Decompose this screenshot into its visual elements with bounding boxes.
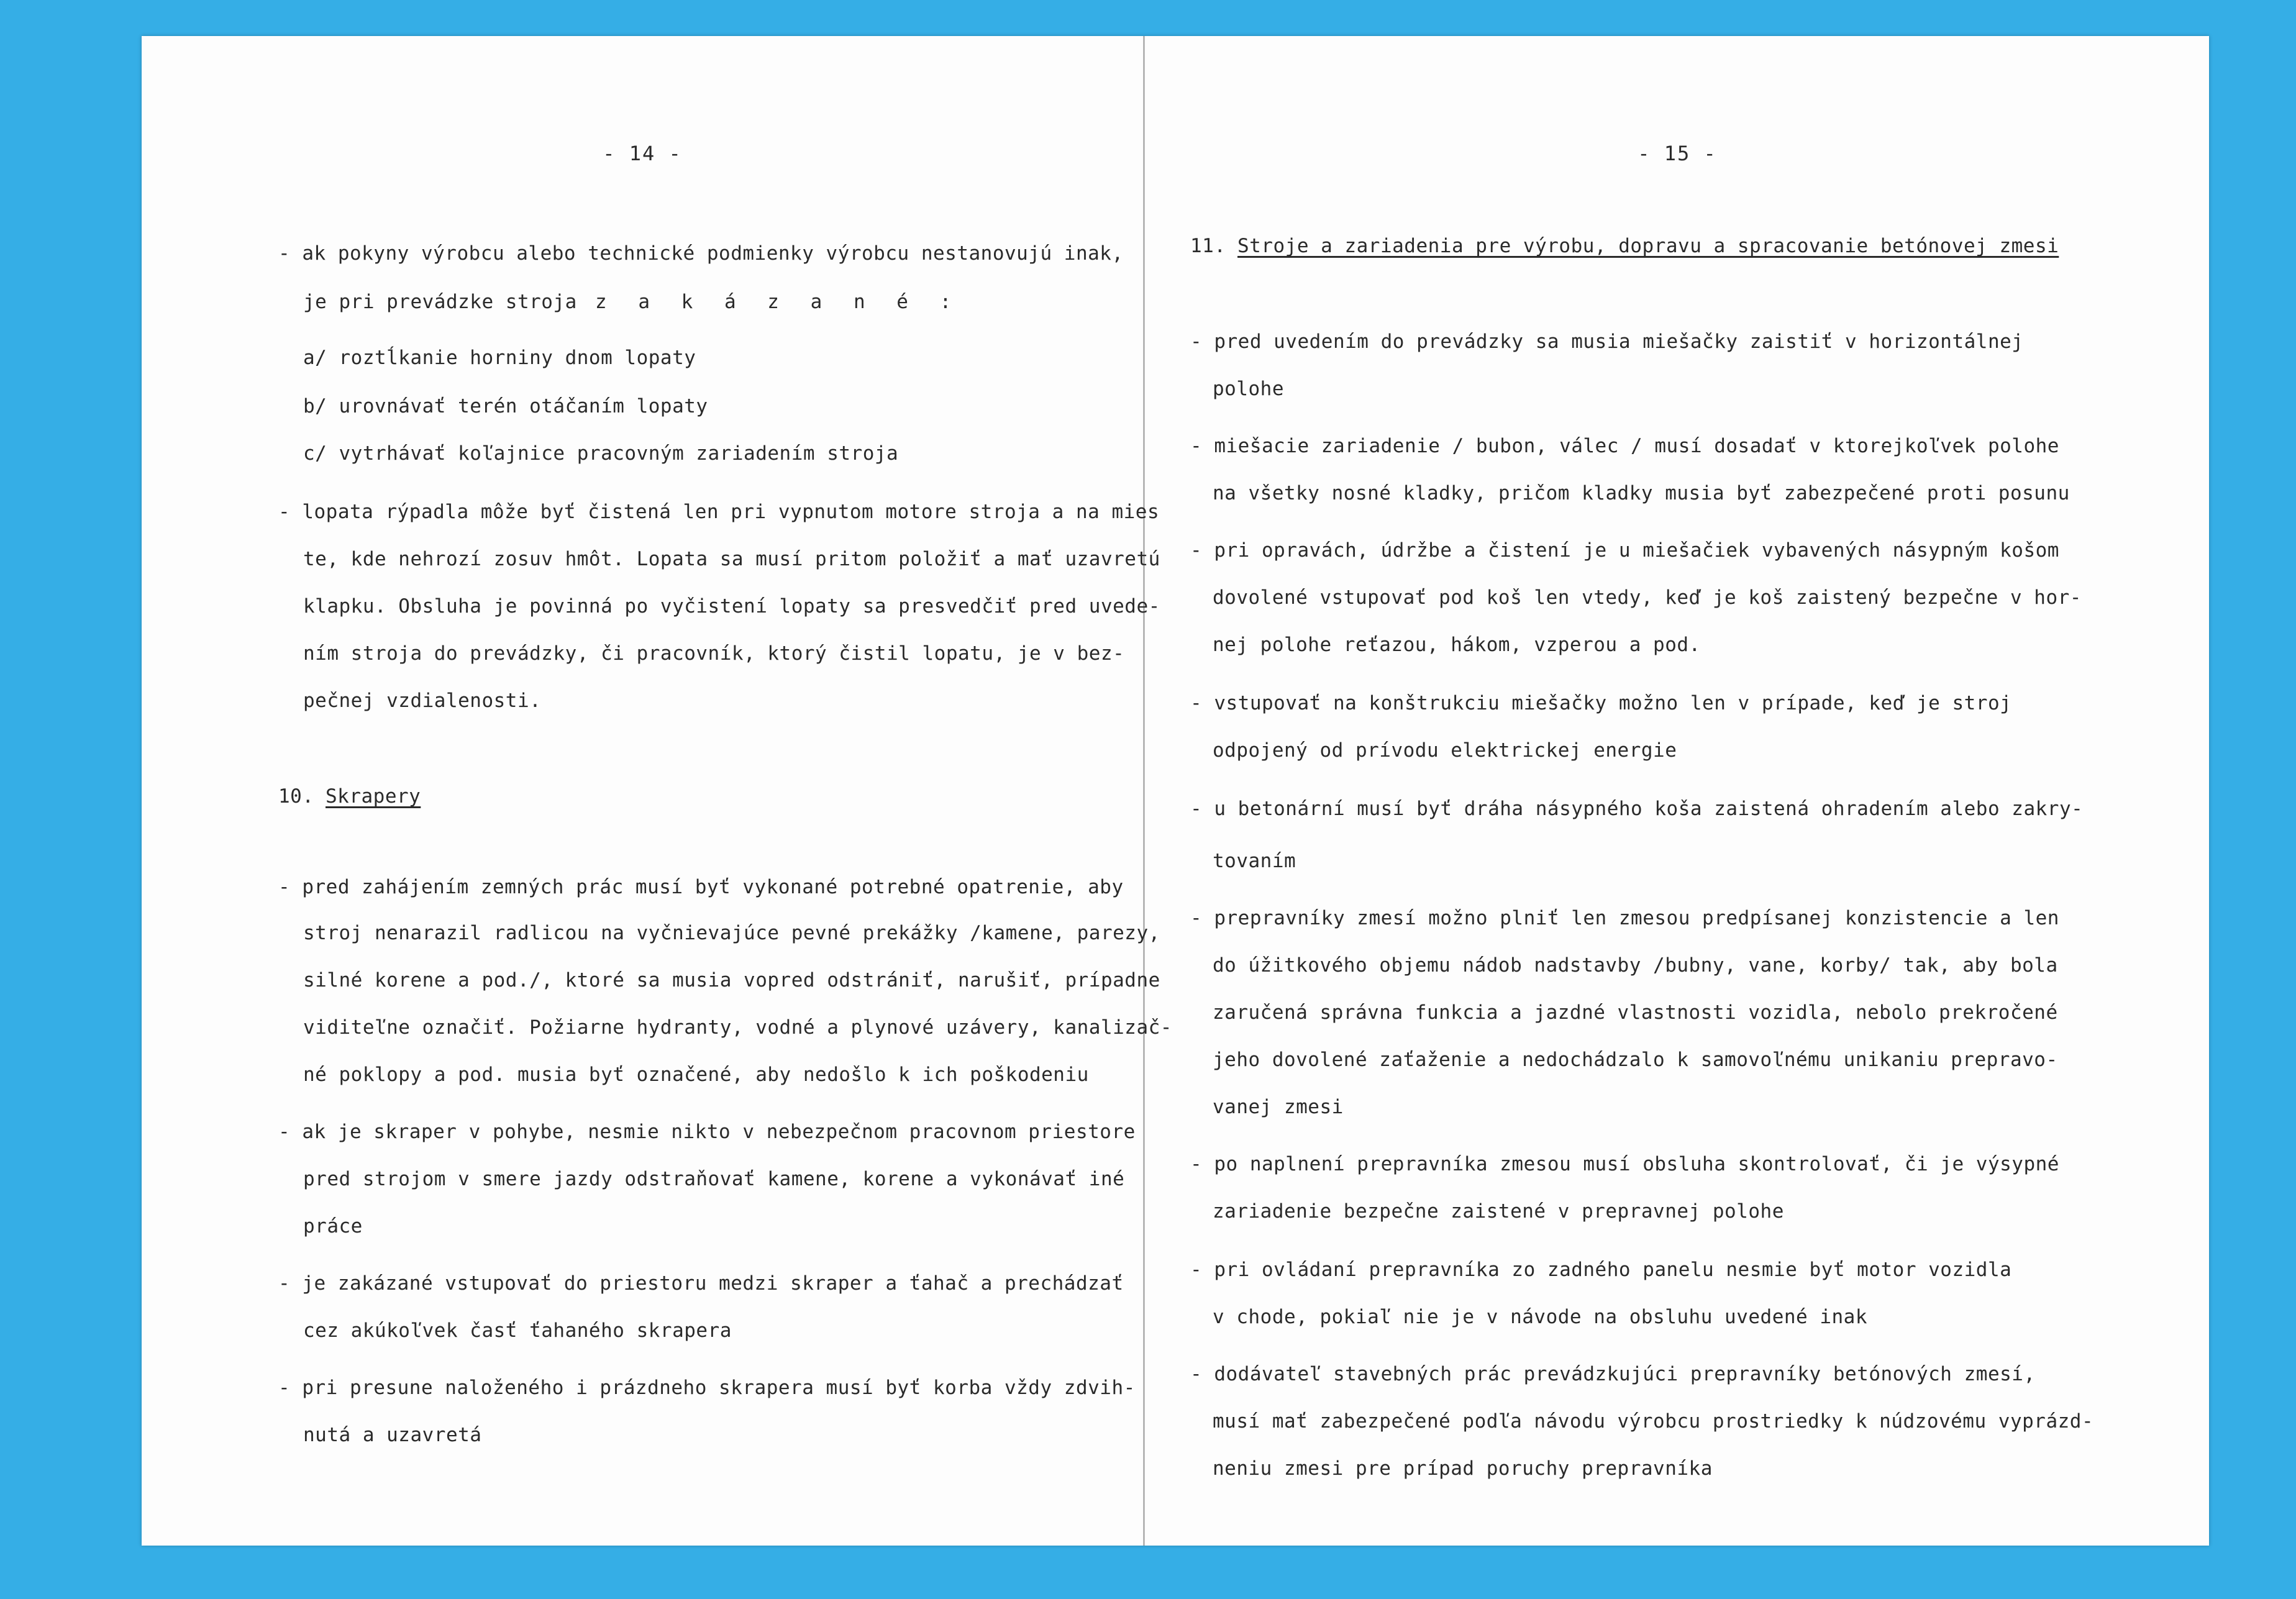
text-line: - po naplnení prepravníka zmesou musí obsluha skontrolovať, či je výsypné [1190,1153,2059,1175]
section-heading: Stroje a zariadenia pre výrobu, dopravu a spracovanie betónovej zmesi [1237,235,2059,257]
text-line: na všetky nosné kladky, pričom kladky musia byť zabezpečené proti posunu [1213,482,2070,504]
text-line: - pri presune naloženého i prázdneho skrapera musí byť korba vždy zdvih- [278,1377,1136,1399]
text-line: silné korene a pod./, ktoré sa musia vopred odstrániť, narušiť, prípadne [303,969,1160,991]
text-line: - vstupovať na konštrukciu miešačky možno len v prípade, keď je stroj [1190,692,2012,714]
text-line: práce [303,1215,363,1237]
text-line: odpojený od prívodu elektrickej energie [1213,739,1677,762]
text-line: pečnej vzdialenosti. [303,690,542,712]
text-line: ním stroja do prevádzky, či pracovník, ktorý čistil lopatu, je v bez- [303,642,1125,665]
text-line-spaced: z a k á z a n é : [595,291,962,313]
section-heading: Skrapery [326,785,421,808]
text-line: né poklopy a pod. musia byť označené, aby nedošlo k ich poškodeniu [303,1064,1089,1086]
text-line: - u betonární musí byť dráha násypného koša zaistená ohradením alebo zakry- [1190,798,2084,820]
section-number: 10. [278,785,314,808]
text-line: - pred zahájením zemných prác musí byť vykonané potrebné opatrenie, aby [278,876,1124,898]
section-number: 11. [1190,235,1226,257]
text-line: cez akúkoľvek časť ťahaného skrapera [303,1319,732,1342]
text-line: - miešacie zariadenie / bubon, válec / musí dosadať v ktorejkoľvek polohe [1190,435,2059,457]
text-line: do úžitkového objemu nádob nadstavby /bubny, vane, korby/ tak, aby bola [1213,954,2058,977]
text-line: b/ urovnávať terén otáčaním lopaty [303,395,708,417]
text-line: jeho dovolené zaťaženie a nedochádzalo k samovoľnému unikaniu prepravo- [1213,1049,2058,1071]
page-14 [142,36,1172,1546]
text-line: te, kde nehrozí zosuv hmôt. Lopata sa musí pritom položiť a mať uzavretú [303,548,1160,570]
text-line: - ak je skraper v pohybe, nesmie nikto v nebezpečnom pracovnom priestore [278,1121,1136,1143]
text-line: nej polohe reťazou, hákom, vzperou a pod. [1213,634,1701,656]
text-line: pred strojom v smere jazdy odstraňovať kamene, korene a vykonávať iné [303,1168,1125,1190]
text-line: neniu zmesi pre prípad poruchy prepravníka [1213,1457,1713,1480]
text-line: zariadenie bezpečne zaistené v prepravnej polohe [1213,1200,1784,1223]
text-line: nutá a uzavretá [303,1424,482,1446]
text-line: - je zakázané vstupovať do priestoru medzi skraper a ťahač a prechádzať [278,1272,1124,1295]
text-line: vanej zmesi [1213,1096,1344,1118]
document-spread [142,36,2209,1546]
text-line: - pred uvedením do prevádzky sa musia miešačky zaistiť v horizontálnej [1190,330,2024,353]
text-line: - ak pokyny výrobcu alebo technické podmienky výrobcu nestanovujú inak, [278,242,1124,265]
text-line: stroj nenarazil radlicou na vyčnievajúce pevné prekážky /kamene, parezy, [303,922,1160,944]
text-line: tovaním [1213,850,1296,872]
text-line: v chode, pokiaľ nie je v návode na obsluhu uvedené inak [1213,1306,1867,1328]
text-line: zaručená správna funkcia a jazdné vlastnosti vozidla, nebolo prekročené [1213,1001,2058,1024]
text-line: dovolené vstupovať pod koš len vtedy, keď je koš zaistený bezpečne v hor- [1213,586,2082,609]
text-line: klapku. Obsluha je povinná po vyčistení lopaty sa presvedčiť pred uvede- [303,595,1160,617]
page-number: - 15 - [1638,142,1717,165]
text-line: viditeľne označiť. Požiarne hydranty, vodné a plynové uzávery, kanalizač- [303,1016,1172,1039]
text-line: - prepravníky zmesí možno plniť len zmesou predpísanej konzistencie a len [1190,907,2059,929]
text-line: je pri prevádzke stroja [303,291,577,313]
page-fold [1143,36,1145,1546]
text-line: musí mať zabezpečené podľa návodu výrobcu prostriedky k núdzovému vyprázd- [1213,1410,2094,1433]
text-line: polohe [1213,378,1284,400]
text-line: - dodávateľ stavebných prác prevádzkujúci prepravníky betónových zmesí, [1190,1363,2036,1385]
text-line: - pri ovládaní prepravníka zo zadného panelu nesmie byť motor vozidla [1190,1259,2012,1281]
text-line: - pri opravách, údržbe a čistení je u miešačiek vybavených násypným košom [1190,539,2059,562]
text-line: c/ vytrhávať koľajnice pracovným zariadením stroja [303,442,899,465]
page-15 [1146,36,2209,1546]
page-number: - 14 - [603,142,682,165]
text-line: a/ roztĺkanie horniny dnom lopaty [303,347,696,369]
text-line: - lopata rýpadla môže byť čistená len pri vypnutom motore stroja a na mies [278,501,1160,523]
